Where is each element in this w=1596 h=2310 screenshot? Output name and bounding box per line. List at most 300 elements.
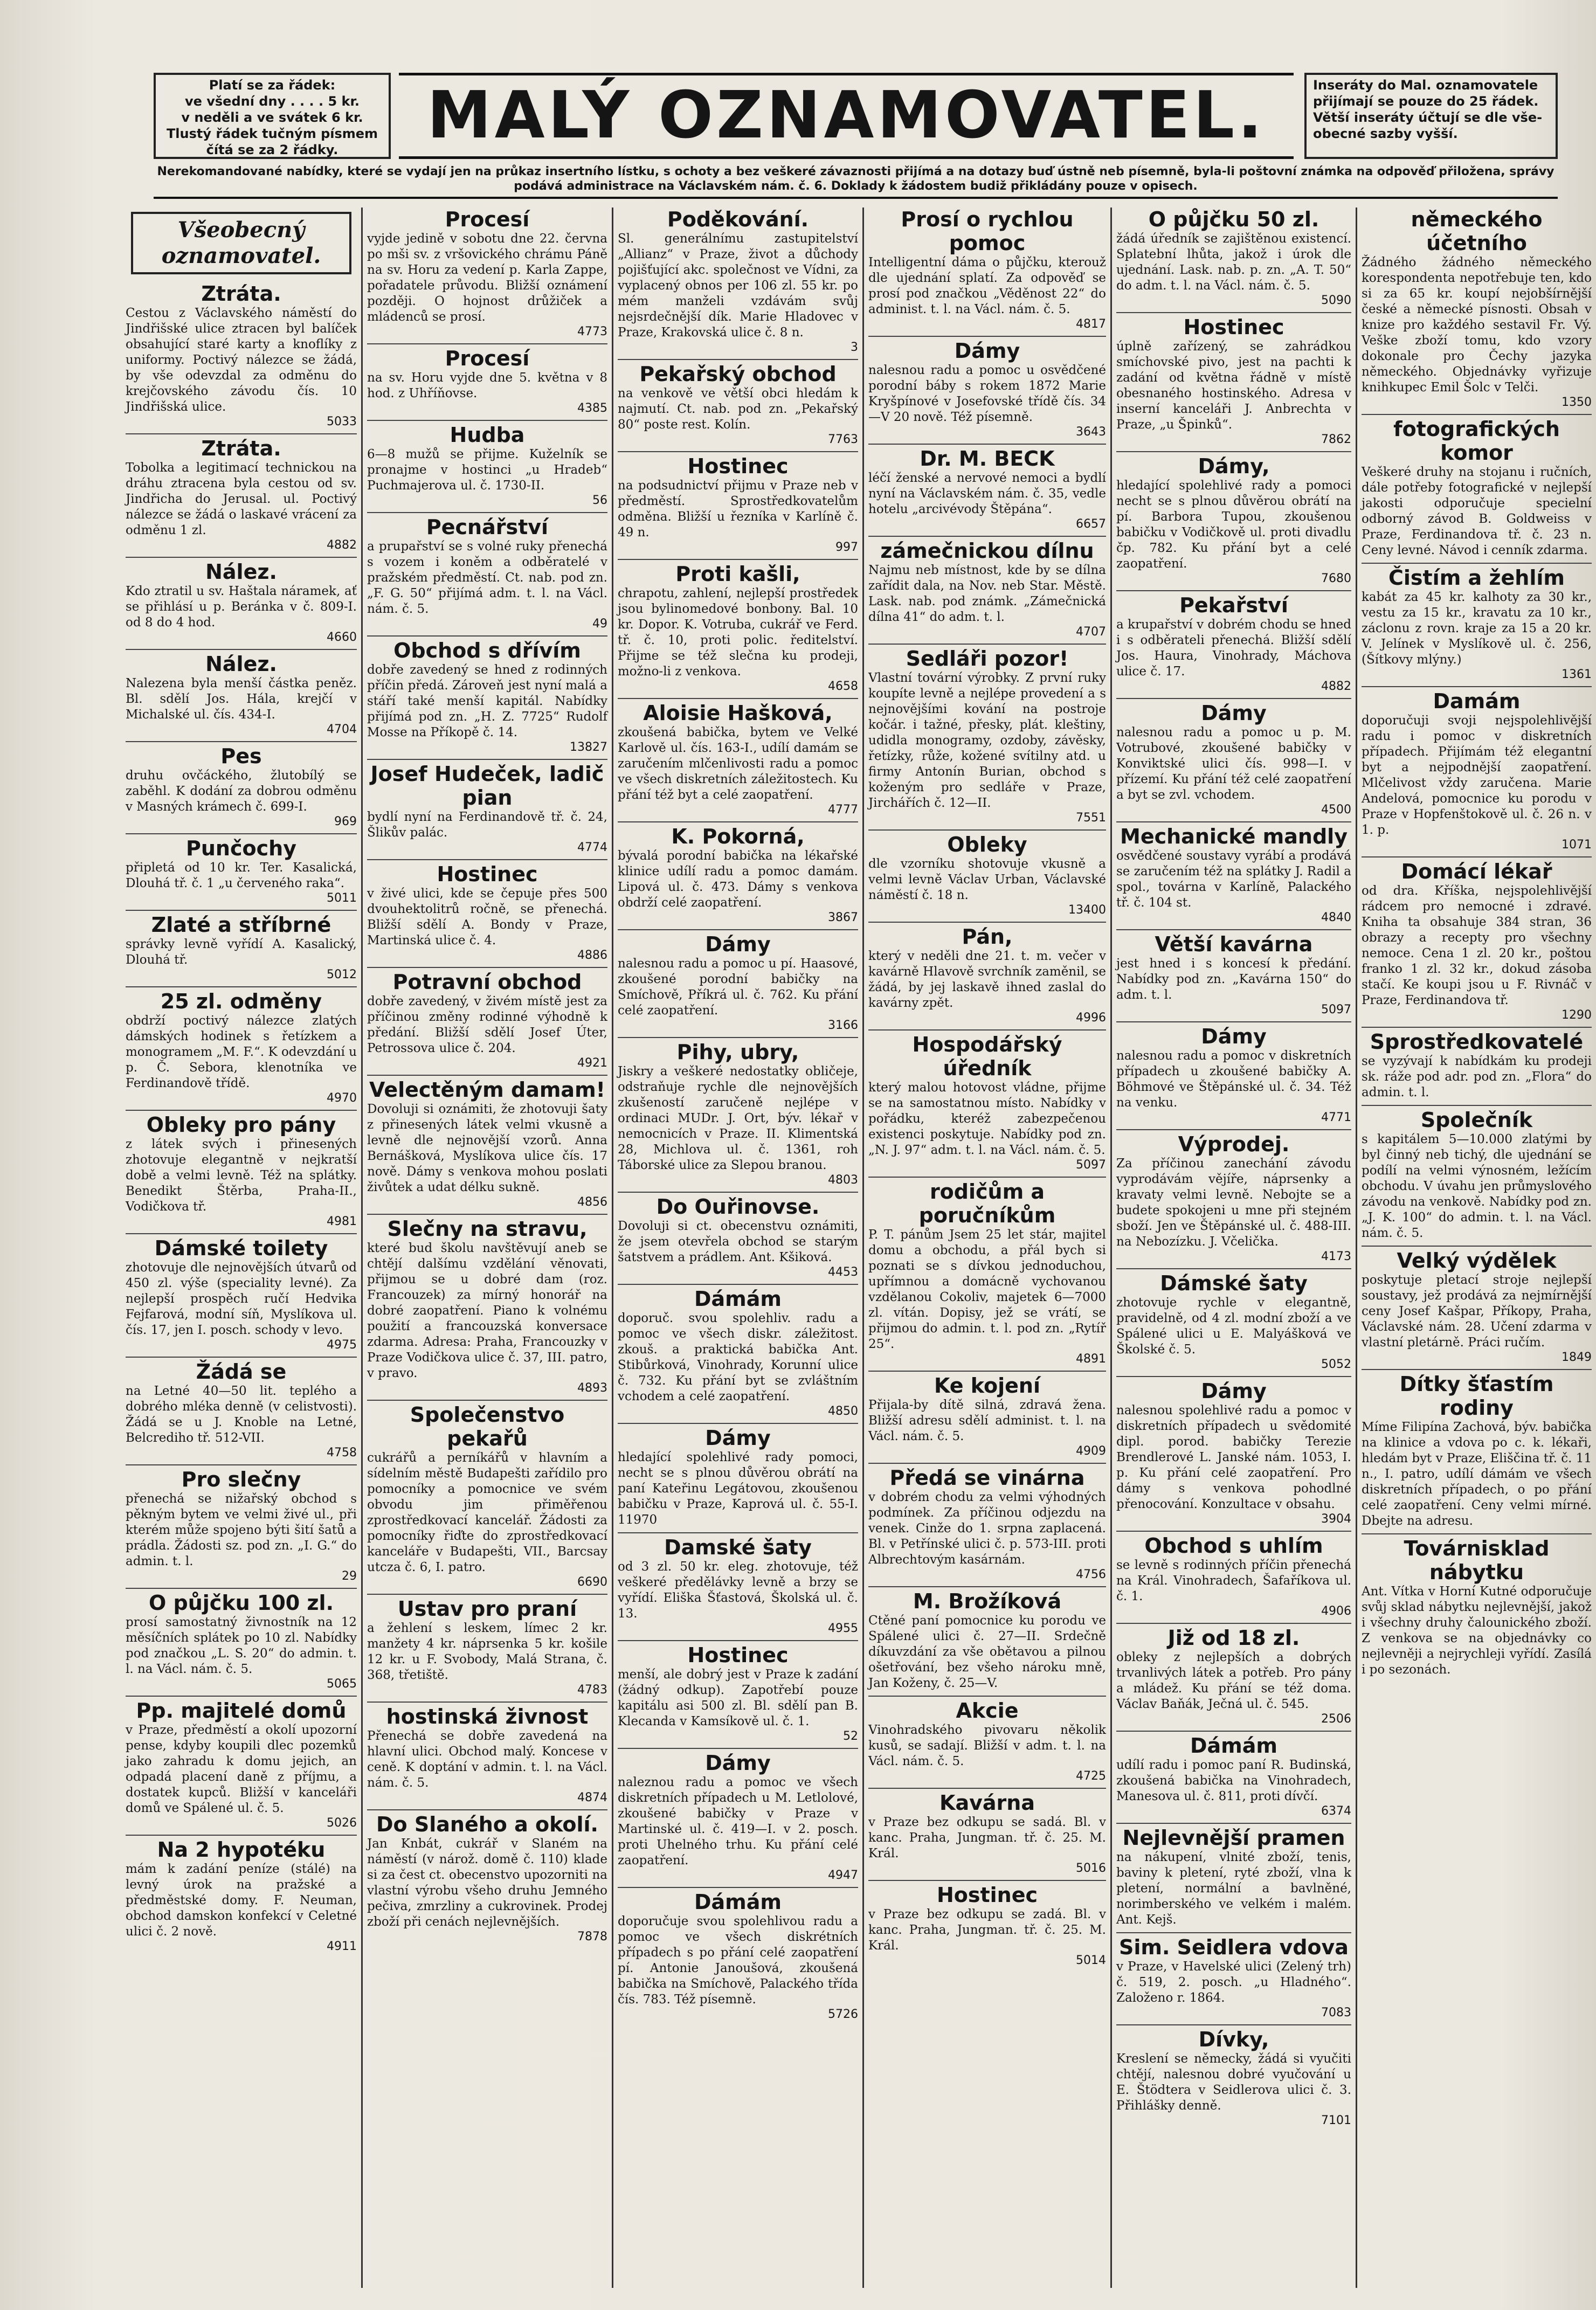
ad-text: doporučuji svoji nejspolehlivější radu i pomoc v diskretních případech. Přijímám též elegantní byt a nejpodnější zaopatření. Mlčelivost vždy zaručena. Marie Andelová, pomocnice ku porodu v Praze v Hopfenštokově ul. č. 26 n. v 1. p. xyxy=(1362,714,1592,837)
ad-heading: Větší kavárna xyxy=(1155,932,1313,956)
ad-heading: Dámy xyxy=(705,1426,771,1450)
ad-number: 5011 xyxy=(327,891,357,905)
ad-number: 5012 xyxy=(327,968,357,981)
classified-ad xyxy=(367,635,607,755)
ad-number: 4783 xyxy=(577,1683,607,1697)
classified-ad xyxy=(367,343,607,416)
ad-heading: Již od 18 zl. xyxy=(1167,1626,1300,1650)
ad-text: udílí radu i pomoc paní R. Budinská, zkoušená babička na Vinohradech, Manesova ul. č. 811, proti dívčí. xyxy=(1116,1758,1351,1803)
masthead xyxy=(154,73,1558,193)
ad-number: 4955 xyxy=(828,1622,858,1635)
ad-text: v Praze, předměstí a okolí upozorní pense, kdyby koupili dlec pozemků jako zahradu k domu jejich, an odpadá placení daně z příjmu, a dostatek kupců. Bližší v kanceláři domů ve Spálené ul. č. 5. xyxy=(126,1723,357,1815)
classified-ad xyxy=(367,1809,607,1944)
ad-text: v dobrém chodu za velmi výhodných podmínek. Za příčinou odjezdu na venek. Cinže do 1. srpna zaplacená. Bl. v Petřínské ulici č. p. 573-III. proti Albrechtovým kasárnám. xyxy=(868,1490,1106,1567)
ad-number: 5065 xyxy=(327,1677,357,1691)
classified-ad xyxy=(868,1880,1106,1968)
classified-ad xyxy=(1116,698,1351,817)
ad-number: 3166 xyxy=(828,1019,858,1032)
ad-number: 5033 xyxy=(327,415,357,428)
classified-ad xyxy=(618,1532,858,1636)
ad-text: poskytuje pletací stroje nejlepší soustavy, jež prodává za nejmírnější ceny Josef Kašpar, Příkopy, Praha, Václavské nám. 28. Učení zdarma v vlastní pletárně. Práci ručím. xyxy=(1362,1273,1592,1350)
ad-heading: Nález. xyxy=(205,652,277,676)
ad-text: na venkově ve větší obci hledám k najmutí. Ct. nab. pod zn. „Pekařský 80“ poste rest. Kolín. xyxy=(618,386,858,432)
ad-number: 7878 xyxy=(577,1930,607,1944)
ad-text: od 3 zl. 50 kr. eleg. zhotovuje, též veškeré předělávky levně a brzy se vyřídí. Eliška Šťastová, Školská ul. č. 13. xyxy=(618,1560,858,1621)
ad-number: 4850 xyxy=(828,1405,858,1418)
ad-heading: K. Pokorná, xyxy=(671,825,805,848)
ad-text: Ctěné paní pomocnice ku porodu ve Spálené ulici č. 27—II. Srdečně díkuvzdání za vše obětavou a pilnou ošetřování, bez všeho nároku mně, Jan Koženy, č. 25—V. xyxy=(868,1614,1106,1690)
ad-text: správky levně vyřídí A. Kasalický, Dlouhá tř. xyxy=(126,937,357,967)
price-line: Platí se za řádek: xyxy=(209,78,336,93)
ad-heading: Dámám xyxy=(1190,1734,1278,1758)
ad-heading: Dámy xyxy=(1201,701,1267,725)
classified-ad xyxy=(1116,590,1351,694)
ad-heading: Do Ouřinovse. xyxy=(656,1195,820,1219)
classified-ad xyxy=(618,1037,858,1187)
ad-text: Dovoluji si oznámiti, že zhotovuji šaty z přinesených látek velmi vkusně a levně dle nejnovější vzorů. Anna Bernášková, Myslíkova ulice čís. 17 nově. Dámy s venkova mohou poslati živůtek a udat délku sukně. xyxy=(367,1102,607,1194)
ad-heading: Ztráta. xyxy=(201,282,281,306)
classified-ad xyxy=(868,208,1106,331)
ad-heading: Hospodářský úředník xyxy=(912,1033,1062,1080)
ad-text: Nalezena byla menší částka peněz. Bl. sdělí Jos. Hála, krejčí v Michalské ul. čís. 434-I. xyxy=(126,676,357,722)
ad-number: 4817 xyxy=(1076,317,1106,331)
ad-number: 3643 xyxy=(1076,425,1106,439)
ad-number: 4856 xyxy=(577,1195,607,1209)
insertion-line: Větší inseráty účtují se dle vše- xyxy=(1313,110,1543,125)
ad-text: Sl. generálnímu zastupitelství „Allianz“ v Praze, život a důchody pojišťující akc. společnost ve Vídni, za vyplacený obnos per 106 zl. 55 kr. po mém manželi vzdávám svůj nejsrdečnější dík. Marie Hladovec v Praze, Krakovská ulice č. 8 n. xyxy=(618,232,858,340)
ad-number: 1361 xyxy=(1562,668,1592,681)
classified-ad xyxy=(618,208,858,355)
ad-number: 1849 xyxy=(1562,1351,1592,1364)
ad-text: Cestou z Václavského náměstí do Jindřišské ulice ztracen byl balíček obsahující staré karty a knoflíky z uniformy. Poctivý nálezce se žádá, by vše odevzdal za odměnu do krejčovského závodu čís. 10 Jindřišská ulice. xyxy=(126,306,357,414)
ad-heading: Obleky pro pány xyxy=(146,1113,336,1137)
ad-number: 997 xyxy=(835,541,858,554)
ad-number: 7763 xyxy=(828,433,858,446)
classified-ad xyxy=(367,1214,607,1395)
ad-heading: Velectěným damam! xyxy=(369,1078,606,1102)
ad-text: v Praze bez odkupu se sadá. Bl. v kanc. Praha, Jungman. tř. č. 25. M. Král. xyxy=(868,1815,1106,1861)
ad-number: 4882 xyxy=(1321,680,1351,693)
notice-text: Nerekomandované nabídky, které se vydají jen na průkaz insertního lístku, s ochoty a bez veškeré závaznosti přijímá a na dotazy buď ústně neb písemně, byla-li poštovní známka na odpověď přiložena, správy podává administrace na Václavském nám. č. 6. Doklady k žádostem budiž přikládány pouze v opisech. xyxy=(154,164,1558,199)
ad-number: 4453 xyxy=(828,1265,858,1279)
ad-number: 4886 xyxy=(577,949,607,962)
ad-heading: Dámám xyxy=(694,1287,782,1311)
ad-text: s kapitálem 5—10.000 zlatými by byl činný neb tichý, dle ujednání se podílí na velmi výnosném, ležícím obchodu. V úvahu jen průmyslového závodu na venkově. Nabídky pod zn. „J. K. 100“ do admin. t. l. na Václ. nám. č. 5. xyxy=(1362,1132,1592,1240)
ad-text: prosí samostatný živnostník na 12 měsíčních splátek po 10 zl. Nabídky pod značkou „L. S. 20“ do admin. t. l. na Václ. nám. č. 5. xyxy=(126,1615,357,1676)
classified-ad xyxy=(1362,208,1592,410)
ad-text: naleznou radu a pomoc ve všech diskretních případech u M. Letlolové, zkoušené babičky v Praze v Martinské ul. č. 419—I. v 2. posch. proti Uhelného trhu. Ku přání celé zaopatření. xyxy=(618,1775,858,1868)
classified-ad xyxy=(618,559,858,694)
ad-heading: Hudba xyxy=(450,423,525,447)
ad-heading: 25 zl. odměny xyxy=(160,990,322,1013)
ad-text: P. T. pánům Jsem 25 let stár, majitel domu a obchodu, a přál bych si poznati se s dívkou jednoduchou, upřímnou a domácně vychovanou vzdělanou Cokoliv, majetek 6—7000 zl. vítán. Dopisy, jež se vrátí, se přijmou do admin. t. l. pod zn. „Rytíř 25“. xyxy=(868,1228,1106,1351)
ad-heading: Dámy xyxy=(705,932,771,956)
ad-heading: Damské šaty xyxy=(664,1536,812,1559)
ad-text: 6—8 mužů se přijme. Kuželník se pronajme v hostinci „u Hradeb“ Puchmajerova ul. č. 1730-II. xyxy=(367,447,607,493)
ad-number: 4756 xyxy=(1076,1568,1106,1581)
ad-number: 4758 xyxy=(327,1446,357,1460)
ad-text: z látek svých i přinesených zhotovuje elegantně v nejkratší době a velmi levně. Též na splátky. Benedikt Štěrba, Praha-II., Vodičkova tř. xyxy=(126,1137,357,1214)
ad-heading: Dr. M. BECK xyxy=(920,447,1055,471)
ad-heading: Procesí xyxy=(445,347,530,370)
ad-number: 5726 xyxy=(828,2008,858,2021)
column-6 xyxy=(1356,208,1596,2288)
ad-heading: Obchod s dřívím xyxy=(393,639,581,662)
ad-text: nalesnou radu a pomoc u osvědčené porodní báby s rokem 1872 Marie Kryšpínové v Josefovské třídě čís. 34—V 20 nově. Též písemně. xyxy=(868,363,1106,424)
ad-number: 4385 xyxy=(577,402,607,415)
ad-number: 7101 xyxy=(1321,2114,1351,2127)
classified-ad xyxy=(367,208,607,339)
ad-heading: Velký výdělek xyxy=(1397,1249,1557,1272)
classified-ad xyxy=(126,1110,357,1229)
ad-heading: Poděkování. xyxy=(667,208,809,231)
ad-heading: Ustav pro praní xyxy=(397,1597,577,1621)
ad-text: na Letné 40—50 lit. teplého a dobrého mléka denně (v celistvosti). Žádá se u J. Knoble na Letné, Belcrediho tř. 512-VII. xyxy=(126,1384,357,1445)
ad-text: žádá úředník se zajištěnou existencí. Splatební lhůta, jakož i úrok dle ujednání. Lask. nab. p. zn. „A. T. 50“ do adm. t. l. na Václ. nám. č. 5. xyxy=(1116,232,1351,293)
classified-ad xyxy=(1116,1531,1351,1619)
ad-text: hledající spolehlivé rady a pomoci necht se s plnou důvěrou obrátí na pí. Barbora Tupou, zkoušenou babičku v Vodičkově ul. proti divadlu čp. 782. Ku přání byt a celé zaopatření. xyxy=(1116,479,1351,571)
price-line: Tlustý řádek tučným písmem xyxy=(166,126,378,141)
ad-heading: Hostinec xyxy=(687,454,789,478)
classified-ad xyxy=(126,1696,357,1830)
ad-heading: Aloisie Hašková, xyxy=(643,701,833,725)
classified-ad xyxy=(126,1357,357,1460)
classified-ad xyxy=(868,829,1106,917)
ad-text: bývalá porodní babička na lékařské klinice udílí radu a pomoc damám. Lipová ul. č. 473. Dámy s venkova obdrží celé zaopatření. xyxy=(618,849,858,910)
classified-ad xyxy=(126,833,357,905)
ad-number: 7551 xyxy=(1076,811,1106,825)
classified-ad xyxy=(126,1835,357,1954)
ad-heading: Slečny na stravu, xyxy=(387,1217,588,1241)
ad-heading: Pekařství xyxy=(1179,593,1288,617)
classified-ad xyxy=(1116,1129,1351,1264)
ad-number: 4906 xyxy=(1321,1604,1351,1618)
ad-text: Jiskry a veškeré nedostatky obličeje, odstraňuje rychle dle nejnovějších zkušeností zaručeně nejlépe v ordinaci MUDr. J. Ort, býv. lékař v nemocnicích v Praze. II. Klimentská 28, Michlova ul. č. 1361, roh Táborské ulice za Slepou branou. xyxy=(618,1064,858,1172)
ad-heading: Pecnářství xyxy=(426,515,549,539)
classified-ad xyxy=(618,451,858,555)
ad-number: 4891 xyxy=(1076,1352,1106,1366)
ad-heading: Domácí lékař xyxy=(1401,860,1552,883)
ad-number: 3867 xyxy=(828,911,858,924)
ad-number: 1350 xyxy=(1562,396,1592,409)
classified-ad xyxy=(1116,208,1351,308)
column-5 xyxy=(1110,208,1356,2288)
ad-text: Ant. Vítka v Horní Kutné odporučuje svůj sklad nábytku nejlevnější, jakož i všechny druhy čalounického zboží. Z venkova se na objednávky co nejlevněji a nejrychleji vyřídí. Zasílá i po sezonách. xyxy=(1362,1585,1592,1677)
classified-ad xyxy=(868,1371,1106,1458)
ad-heading: Proti kašli, xyxy=(675,562,800,586)
ad-heading: Sprostředkovatelé xyxy=(1370,1030,1584,1054)
classified-ad xyxy=(1116,821,1351,925)
ad-text: nalesnou radu a pomoc v diskretních případech u zkoušené babičky A. Böhmové ve Štěpánské ul. č. 34. Též na venku. xyxy=(1116,1049,1351,1110)
ad-text: Tobolka a legitimací technickou na dráhu ztracena byla cestou od sv. Jindřicha do Jerusal. ul. Poctivý nálezce se žádá o laskavé vrácení za odměnu 1 zl. xyxy=(126,461,357,537)
ad-text: v Praze bez odkupu se zadá. Bl. v kanc. Praha, Jungman. tř. č. 25. M. Král. xyxy=(868,1907,1106,1953)
classified-ad xyxy=(1116,1823,1351,1928)
ad-heading: Do Slaného a okolí. xyxy=(376,1813,598,1836)
ad-number: 5014 xyxy=(1076,1954,1106,1967)
ad-text: Veškeré druhy na stojanu i ručních, dále potřeby fotografické v nejlepší jakosti odporučuje specielní odborný závod B. Goldweiss v Praze, Ferdinandova tř. č. 23 n. Ceny levné. Návod i cenník zdarma. xyxy=(1362,465,1592,557)
classified-ad xyxy=(367,759,607,855)
ad-heading: Žádá se xyxy=(196,1360,287,1384)
classified-ad xyxy=(1116,1021,1351,1125)
ad-text: kabát za 45 kr. kalhoty za 30 kr., vestu za 15 kr., kravatu za 10 kr., záclonu z rovn. kraje za 15 a 20 kr. V. Jelínek v Myslíkově ul. č. 256, (Šítkovy mlýny.) xyxy=(1362,590,1592,667)
ad-number: 7862 xyxy=(1321,433,1351,446)
classified-ad xyxy=(868,1586,1106,1691)
ad-text: obleky z nejlepších a dobrých trvanlivých látek a potřeb. Pro pány a mládež. Ku přání se též doma. Václav Baňák, Ječná ul. č. 545. xyxy=(1116,1650,1351,1711)
ad-text: nalesnou radu a pomoc u pí. Haasové, zkoušené porodní babičky na Smíchově, Příkrá ul. č. 762. Ku přání celé zaopatření. xyxy=(618,957,858,1018)
ad-text: hledající spolehlivé rady pomoci, necht se s plnou důvěrou obrátí na paní Kateřinu Legátovou, zkoušenou babičku v Praze, Kaprová ul. č. 55-I. 11970 xyxy=(618,1450,858,1527)
ad-number: 4500 xyxy=(1321,803,1351,817)
ad-number: 4658 xyxy=(828,680,858,693)
ad-text: Vinohradského pivovaru několik kusů, se sadají. Bližší v adm. t. l. na Václ. nám. č. 5. xyxy=(868,1723,1106,1768)
ad-text: Přijala-by dítě silná, zdravá žena. Bližší adresu sdělí administ. t. l. na Václ. nám. č. 5. xyxy=(868,1398,1106,1443)
ad-heading: Dívky, xyxy=(1198,2028,1269,2051)
ad-heading: Hostinec xyxy=(1183,315,1284,339)
ad-number: 4774 xyxy=(577,841,607,854)
ad-text: Jan Knbát, cukrář v Slaném na náměstí (v nárož. domě č. 110) klade si za čest ct. obecenstvo upozorniti na vlastní výrobu všeho druhu Jemného pečiva, zmrzliny a cukrovinek. Prodej zboží při cenách nejlevnějších. xyxy=(367,1837,607,1929)
classified-ad xyxy=(618,1887,858,2022)
ad-number: 4975 xyxy=(327,1338,357,1352)
classified-ad xyxy=(618,1640,858,1744)
ad-text: se levně s rodinných příčin přenechá na Král. Vinohradech, Šafaříkova ul. č. 1. xyxy=(1116,1558,1351,1603)
ad-heading: Obchod s uhlím xyxy=(1144,1534,1323,1558)
classified-ad xyxy=(618,1192,858,1280)
classified-ad xyxy=(618,1423,858,1528)
ad-text: Míme Filipína Zachová, býv. babička na klinice a vdova po c. k. lékaři, hledám byt v Praze, Eliščina tř. č. 11 n., I. patro, udílí dámám ve všech diskretních případech, o po přání celé zaopatření. Ceny velmi mírné. Dbejte na adresu. xyxy=(1362,1420,1592,1528)
ad-heading: Josef Hudeček, ladič pian xyxy=(370,762,604,810)
column-2 xyxy=(361,208,612,2288)
ad-number: 3 xyxy=(851,341,858,354)
ad-number: 6690 xyxy=(577,1575,607,1589)
price-line: ve všední dny . . . . 5 kr. xyxy=(184,94,360,109)
classified-ad xyxy=(367,1594,607,1697)
classified-ad xyxy=(868,336,1106,439)
ad-heading: Dámy xyxy=(1201,1025,1267,1048)
ad-heading: Mechanické mandly xyxy=(1120,825,1348,848)
ad-number: 6657 xyxy=(1076,517,1106,531)
ad-number: 13400 xyxy=(1068,903,1106,917)
classified-ad xyxy=(618,359,858,447)
ad-heading: Pp. majitelé domů xyxy=(136,1699,347,1723)
ad-number: 5016 xyxy=(1076,1862,1106,1875)
ad-text: Žádného žádného německého korespondenta nepotřebuje ten, kdo si za 65 kr. koupí nejobšírnější české a německé písnosti. Obsah v knize pro každého sestavil Fr. Vý. Veške zboží tomu, kdo vzory dokonale pro Čechy jazyka německého. Objednávky vyřizuje knihkupec Emil Šolc v Telči. xyxy=(1362,255,1592,395)
ad-number: 5090 xyxy=(1321,294,1351,307)
classified-ad xyxy=(1362,414,1592,558)
classified-ad xyxy=(618,698,858,817)
ad-text: a prupařství se s volné ruky přenechá s vozem i koněm a odběratelé v pražském předměstí. Ct. nab. pod zn. „F. G. 50“ přijímá adm. t. l. na Václ. nám. č. 5. xyxy=(367,540,607,616)
classified-ad xyxy=(1362,1246,1592,1365)
classified-ad xyxy=(618,929,858,1033)
ad-heading: Hostinec xyxy=(437,862,538,886)
classified-ad xyxy=(868,1463,1106,1582)
classified-ad xyxy=(868,922,1106,1025)
ad-number: 4981 xyxy=(327,1215,357,1228)
ad-text: osvědčené soustavy vyrábí a prodává se zaručením též na splátky J. Radil a spol., továrna v Karlíně, Palackého tř. č. 104 st. xyxy=(1116,849,1351,910)
ad-heading: Dámy xyxy=(705,1751,771,1775)
ad-number: 4707 xyxy=(1076,625,1106,639)
classified-ad xyxy=(868,1696,1106,1783)
ad-number: 4909 xyxy=(1076,1444,1106,1458)
ad-heading: Továrnisklad nábytku xyxy=(1404,1537,1550,1584)
classified-ad xyxy=(1362,1105,1592,1241)
classified-ad xyxy=(868,644,1106,825)
ad-text: bydlí nyní na Ferdinandově tř. č. 24, Šlikův palác. xyxy=(367,810,607,840)
ad-heading: Procesí xyxy=(445,208,530,231)
ad-number: 4874 xyxy=(577,1791,607,1804)
ad-text: chrapotu, zahlení, nejlepší prostředek jsou bylinomedové bonbony. Bal. 10 kr. Dopor. K. Votruba, cukrář ve Ferd. tř. č. 10, proti polic. ředitelství. Přijme se též slečna ku prodeji, možno-li z venkova. xyxy=(618,586,858,679)
ad-text: mám k zadání peníze (stálé) na levný úrok na pražské a předměstské domy. F. Neuman, obchod damskon konfekcí v Celetné ulici č. 2 nově. xyxy=(126,1862,357,1939)
ad-text: nalesnou radu a pomoc u p. M. Votrubové, zkoušené babičky v Konviktské ulici čís. 998—I. v přízemí. Ku přání též celé zaopatření a byt se zvl. vchodem. xyxy=(1116,725,1351,802)
ad-heading: Akcie xyxy=(956,1699,1019,1723)
ad-heading: hostinská živnost xyxy=(386,1705,589,1728)
insertion-line: Inseráty do Mal. oznamovatele xyxy=(1313,78,1538,93)
ad-number: 4803 xyxy=(828,1173,858,1187)
classified-ad xyxy=(1116,1731,1351,1818)
ad-number: 4777 xyxy=(828,803,858,817)
ad-heading: Hostinec xyxy=(687,1643,789,1667)
ad-heading: Pes xyxy=(220,744,262,768)
classified-ad xyxy=(126,1464,357,1583)
ad-text: úplně zařízený, se zahrádkou smíchovské pivo, jest na pachti k zadání od května řádně v místě obesnaného hostinského. Adresa v inserní kanceláři J. Anbrechta v Praze, „u Špinků“. xyxy=(1116,340,1351,432)
classified-ad xyxy=(126,433,357,552)
ad-text: Intelligentní dáma o půjčku, kterouž dle ujednání splatí. Za odpověď se prosí pod značkou „Věděnost 22“ do administ. t. l. na Václ. nám. č. 5. xyxy=(868,255,1106,316)
classified-ad xyxy=(126,1588,357,1691)
ad-heading: fotografických komor xyxy=(1393,417,1560,465)
ad-heading: Čistím a žehlím xyxy=(1388,566,1565,590)
classified-ad xyxy=(367,512,607,631)
ad-number: 4840 xyxy=(1321,911,1351,924)
ad-number: 4882 xyxy=(327,538,357,552)
ad-heading: zámečnickou dílnu xyxy=(880,539,1094,563)
ad-text: přenechá se nižařský obchod s pěkným bytem ve velmi živé ul., při kterém může spojeno býti šití šatů a prádla. Žádosti sz. pod zn. „I. G.“ do admin. t. l. xyxy=(126,1492,357,1568)
ad-number: 4970 xyxy=(327,1091,357,1105)
ad-number: 4996 xyxy=(1076,1011,1106,1025)
classified-ad xyxy=(1362,856,1592,1022)
ad-number: 4173 xyxy=(1321,1250,1351,1263)
classified-ad xyxy=(367,859,607,963)
section-heading: Všeobecný oznamovatel. xyxy=(131,212,351,274)
ad-heading: Punčochy xyxy=(186,836,296,860)
ad-heading: Ke kojení xyxy=(934,1374,1040,1398)
classified-ad xyxy=(367,1075,607,1209)
ad-number: 13827 xyxy=(570,741,607,754)
ad-number: 4771 xyxy=(1321,1111,1351,1124)
ad-text: jest hned i s koncesí k předání. Nabídky pod zn. „Kavárna 150“ do adm. t. l. xyxy=(1116,957,1351,1002)
classified-ad xyxy=(1116,929,1351,1017)
ad-text: připletá od 10 kr. Ter. Kasalická, Dlouhá tř. č. 1 „u červeného raka“. xyxy=(126,861,357,890)
ad-heading: Společenstvo pekařů xyxy=(410,1403,565,1450)
ad-number: 5097 xyxy=(1076,1158,1106,1172)
classified-ad xyxy=(618,1284,858,1419)
column-1 xyxy=(121,208,361,2288)
ad-number: 49 xyxy=(592,617,607,631)
classified-ad xyxy=(868,1788,1106,1876)
ad-heading: Damám xyxy=(1433,689,1521,713)
ad-number: 4921 xyxy=(577,1056,607,1070)
ad-number: 1290 xyxy=(1562,1008,1592,1022)
ad-number: 29 xyxy=(342,1569,357,1583)
classified-ad xyxy=(367,1400,607,1589)
ad-heading: Pro slečny xyxy=(181,1468,301,1491)
classified-ad xyxy=(868,444,1106,531)
ad-heading: Dámám xyxy=(694,1890,782,1914)
ad-number: 7680 xyxy=(1321,572,1351,585)
ad-text: vyjde jedině v sobotu dne 22. června po mši sv. z vršovického chrámu Páně na sv. Horu za vedení p. Karla Zappe, pořadatele průvodu. Bližší oznámení později. O hojnost drůžiček a mládenců se prosí. xyxy=(367,232,607,324)
ad-text: které bud školu navštěvují aneb se chtějí dalšímu vzdělání věnovati, přijmou se u dobré dam (roz. Francouzek) za mírný honorář na dobré zaopatření. Piano k volnému použití a francouzská konversace zdarma. Adresa: Praha, Francouzky v Praze Vodičkova ulice č. 37, III. patro, v pravo. xyxy=(367,1241,607,1380)
page-title: MALÝ OZNAMOVATEL. xyxy=(399,73,1294,159)
ad-text: Kreslení se německy, žádá si vyučiti chtějí, nalesnou dobré vyučování u E. Štödtera v Seidlerova ulici č. 3. Přihlášky denně. xyxy=(1116,2052,1351,2113)
ad-heading: Sedláři pozor! xyxy=(906,647,1069,670)
ad-heading: Kavárna xyxy=(939,1791,1035,1815)
classified-ad xyxy=(367,967,607,1070)
classified-ad xyxy=(126,986,357,1105)
classified-ad xyxy=(1116,1932,1351,2020)
column-4 xyxy=(862,208,1110,2288)
ad-number: 4773 xyxy=(577,325,607,338)
classified-ad xyxy=(868,1177,1106,1366)
ad-text: Vlastní tovární výrobky. Z první ruky koupíte levně a nejlépe provedení a s nejnovějšími kování na postroje kočár. i tažné, přesky, plát. kleštiny, udidla monogramy, ozdoby, závěsky, řetízky, růže, kožené svítilny atd. u firmy Antonín Burian, obchod s koženým pro sedláře v Praze, Jirchářích č. 12—II. xyxy=(868,671,1106,810)
ad-heading: Dámy, xyxy=(1198,454,1270,478)
ad-text: cukrářů a perníkářů v hlavním a sídelním městě Budapešti zařídilo pro pomocníky a pomocnice ve svém obvodu jim přiměřenou zprostředkovací kancelář. Žádosti za pomocníky řiďte do zprostředkovací kanceláře v Budapešti, VII., Barcsay utcza č. 6, I. patro. xyxy=(367,1451,607,1574)
ad-heading: Pihy, ubry, xyxy=(676,1040,799,1064)
classified-ad xyxy=(367,1702,607,1805)
classified-ad xyxy=(618,1748,858,1883)
ad-number: 6374 xyxy=(1321,1804,1351,1818)
ad-text: Za příčinou zanechání závodu vyprodávám vějíře, náprsenky a kravaty velmi levně. Nebojte se a budete spokojeni u mne při stejném sboží. Jen ve Štěpánské ul. č. 488-III. na Nebozízku. J. Včelička. xyxy=(1116,1157,1351,1249)
ad-text: dle vzorníku shotovuje vkusně a velmi levně Václav Urban, Václavské náměstí č. 18 n. xyxy=(868,857,1106,902)
ad-heading: Výprodej. xyxy=(1178,1132,1290,1156)
ad-text: nalesnou spolehlivé radu a pomoc v diskretních případech u svědomité dipl. porod. babičky Terezie Brendlerové L. Janské nám. 1053, I. p. Ku přání celé zaopatření. Pro dámy s venkova pohodlné přenocování. Konzultace v obsahu. xyxy=(1116,1403,1351,1511)
ad-text: menší, ale dobrý jest v Praze k zadání (žádný odkup). Zapotřebí pouze kapitálu asi 500 zl. Bl. sdělí pan B. Klecanda v Kamsíkově ul. č. 1. xyxy=(618,1668,858,1728)
insertion-line: přijímají se pouze do 25 řádek. xyxy=(1313,94,1539,109)
ad-number: 4704 xyxy=(327,723,357,736)
ad-text: se vyzývají k nabídkám ku prodeji sk. ráže pod adr. pod zn. „Flora“ do admin. t. l. xyxy=(1362,1054,1592,1099)
ad-number: 969 xyxy=(334,815,357,828)
ad-heading: Obleky xyxy=(947,833,1027,856)
ad-heading: Na 2 hypotéku xyxy=(157,1838,326,1862)
ad-heading: Nález. xyxy=(205,560,277,584)
ad-heading: Sim. Seidlera vdova xyxy=(1119,1935,1349,1959)
classified-ad xyxy=(1116,1623,1351,1726)
insertion-box xyxy=(1304,73,1558,159)
classified-ad xyxy=(868,1029,1106,1172)
classified-ad xyxy=(126,557,357,645)
ad-heading: O půjčku 50 zl. xyxy=(1148,208,1319,231)
price-line: čítá se za 2 řádky. xyxy=(206,142,338,157)
ad-text: Najmu neb místnost, kde by se dílna zařídit dala, na Nov. neb Star. Městě. Lask. nab. pod známk. „Zámečnická dílna 41“ do adm. t. l. xyxy=(868,563,1106,624)
ad-text: který v neděli dne 21. t. m. večer v kavárně Hlavově svrchník zaměnil, se žádá, by jej laskavě ihned zaslal do kavárny zpět. xyxy=(868,949,1106,1010)
ad-heading: rodičům a poručníkům xyxy=(918,1180,1056,1227)
ad-number: 4893 xyxy=(577,1381,607,1395)
classified-ad xyxy=(1362,563,1592,682)
ad-text: v Praze, v Havelské ulici (Zelený trh) č. 519, 2. posch. „u Hladného“. Založeno r. 1864. xyxy=(1116,1960,1351,2005)
ad-text: od dra. Kříška, nejspolehlivější rádcem pro nemocné i zdravé. Kniha ta obsahuje 384 stran, 36 obrazy a recepty pro všechny nemoce. Cena 1 zl. 20 kr., poštou franko 1 zl. 32 kr., dokud zásoba stačí. Ke koupi jsou u F. Rivnáč v Praze, Ferdinandova tř. xyxy=(1362,884,1592,1007)
classified-ad xyxy=(126,741,357,829)
ad-text: dobře zavedený, v živém místě jest za příčinou změny rodinné výhodně k předání. Bližší sdělí Josef Úter, Petrossova ulice č. 204. xyxy=(367,994,607,1055)
ad-text: druhu ovčáckého, žlutobílý se zaběhl. K dodání za dobrou odměnu v Masných krámech č. 699-I. xyxy=(126,769,357,814)
classified-ad xyxy=(1116,1268,1351,1372)
ad-number: 4725 xyxy=(1076,1769,1106,1783)
ad-number: 56 xyxy=(592,494,607,507)
ad-heading: Ztráta. xyxy=(201,437,281,460)
price-line: v neděli a ve svátek 6 kr. xyxy=(181,110,363,125)
ad-heading: Zlaté a stříbrné xyxy=(151,913,331,937)
ad-text: zhotovuje rychle v elegantně, pravidelně, od 4 zl. modní zboží a ve Spálené ulici u E. Malyášková ve Školské č. 5. xyxy=(1116,1296,1351,1357)
ad-heading: Pekařský obchod xyxy=(639,362,837,386)
ad-text: dobře zavedený se hned z rodinných příčin předá. Zároveň jest nyní malá a stáří také menší kapitál. Nabídky přijímá pod zn. „H. Z. 7725“ Rudolf Mosse na Příkopě č. 14. xyxy=(367,663,607,739)
ad-heading: Dámy xyxy=(954,339,1020,363)
price-box xyxy=(154,73,391,159)
classified-ad xyxy=(367,420,607,508)
